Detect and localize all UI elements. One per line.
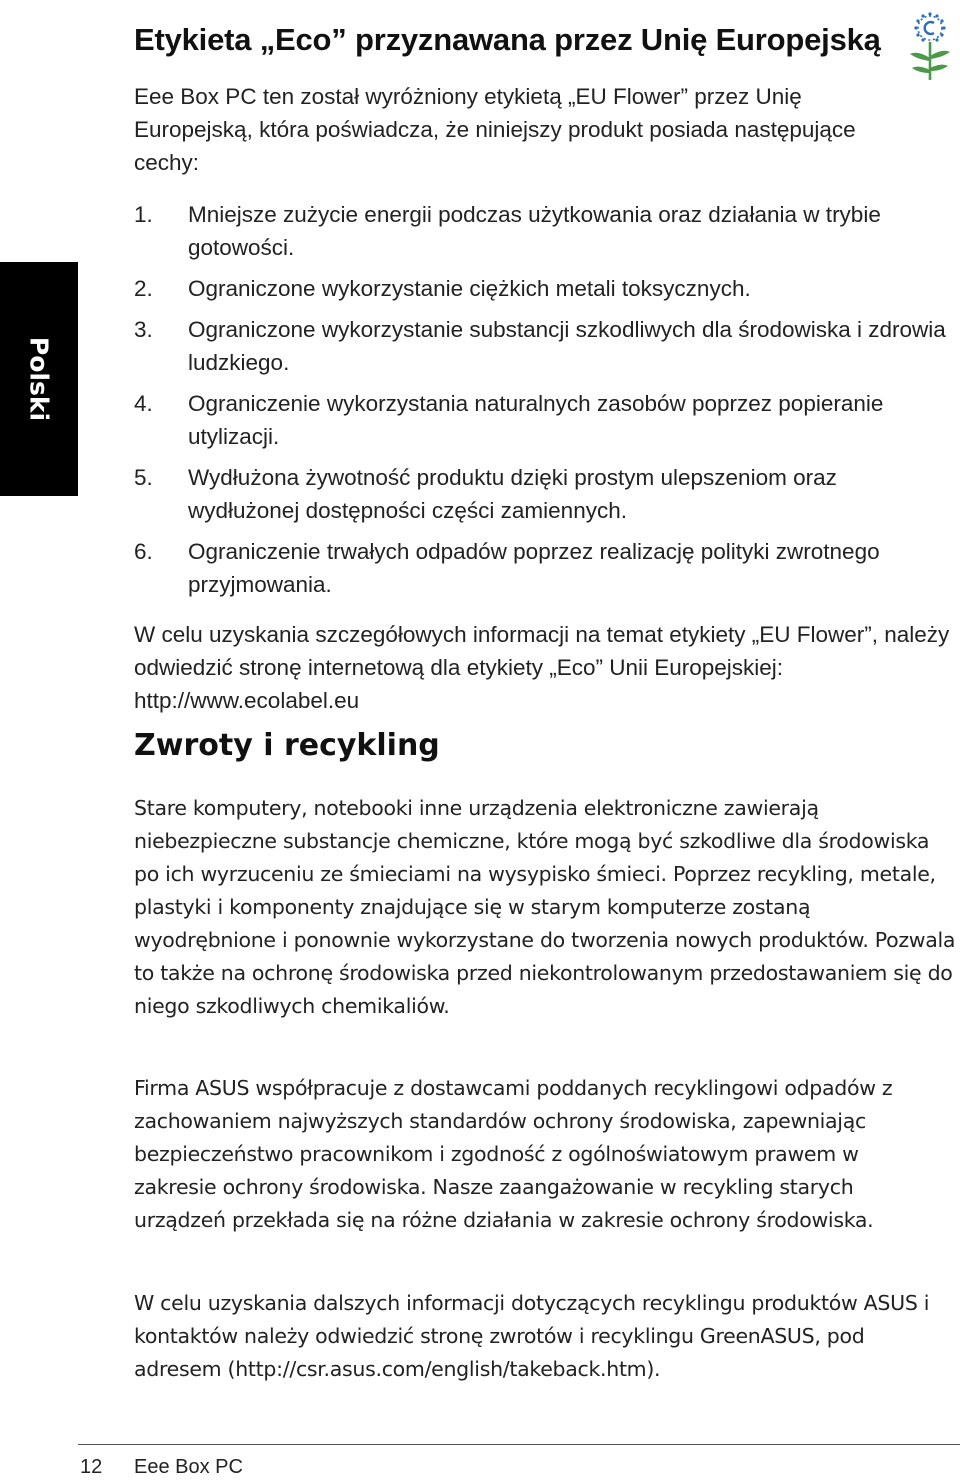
page-number: 12: [80, 1456, 103, 1478]
eco-intro-paragraph: Eee Box PC ten został wyróżniony etykietą „EU Flower” przez Unię Europejską, która poświadcza, że niniejszy produkt posiada następujące cechy:: [134, 84, 856, 175]
recycling-paragraph-2: Firma ASUS współpracuje z dostawcami poddanych recyklingowi odpadów z zachowaniem najwyższych standardów ochrony środowiska, zapewniając bezpieczeństwo pracownikom i zgodność z ogólnoświatowym prawem w zakresie ochrony środowiska. Nasze zaangażowanie w recykling starych urządzeń przekłada się na różne działania w zakresie ochrony środowiska.: [134, 1076, 893, 1232]
list-item-number: 3.: [134, 317, 153, 342]
language-tab: [0, 262, 78, 496]
list-item-number: 1.: [134, 202, 153, 227]
list-item-number: 6.: [134, 539, 153, 564]
list-item: [134, 198, 954, 264]
language-tab-label: Polski: [24, 336, 54, 422]
list-item: [134, 272, 954, 305]
page-footer: [0, 1444, 960, 1480]
list-item: [134, 461, 954, 527]
eco-label-heading: Etykieta „Eco” przyznawana przez Unię Europejską: [134, 22, 881, 57]
list-item-number: 5.: [134, 465, 153, 490]
recycling-paragraph-3: W celu uzyskania dalszych informacji dotyczących recyklingu produktów ASUS i kontaktów należy odwiedzić stronę zwrotów i recyklingu GreenASUS, pod adresem (http://csr.asus.com/english/takeback.htm).: [134, 1291, 930, 1381]
list-item-text: Ograniczenie trwałych odpadów poprzez realizację polityki zwrotnego przyjmowania.: [188, 539, 880, 597]
list-item: [134, 387, 954, 453]
recycling-heading: Zwroty i recykling: [134, 728, 440, 763]
eu-flower-icon: [906, 6, 954, 82]
eco-criteria-list: [134, 198, 954, 609]
list-item-text: Ograniczone wykorzystanie substancji szkodliwych dla środowiska i zdrowia ludzkiego.: [188, 317, 946, 375]
list-item-text: Wydłużona żywotność produktu dzięki prostym ulepszeniom oraz wydłużonej dostępności części zamiennych.: [188, 465, 837, 523]
list-item-text: Ograniczenie wykorzystania naturalnych zasobów poprzez popieranie utylizacji.: [188, 391, 884, 449]
list-item-number: 4.: [134, 391, 153, 416]
footer-divider: [78, 1444, 960, 1445]
footer-product-name: Eee Box PC: [134, 1456, 243, 1478]
list-item-text: Mniejsze zużycie energii podczas użytkowania oraz działania w trybie gotowości.: [188, 202, 881, 260]
eco-info-paragraph: W celu uzyskania szczegółowych informacji na temat etykiety „EU Flower”, należy odwiedzić stronę internetową dla etykiety „Eco” Unii Europejskiej: http://www.ecolabel.eu: [134, 622, 950, 713]
list-item-text: Ograniczone wykorzystanie ciężkich metali toksycznych.: [188, 276, 751, 301]
list-item: [134, 313, 954, 379]
list-item: [134, 535, 954, 601]
list-item-number: 2.: [134, 276, 153, 301]
recycling-paragraph-1: Stare komputery, notebooki inne urządzenia elektroniczne zawierają niebezpieczne substancje chemiczne, które mogą być szkodliwe dla środowiska po ich wyrzuceniu ze śmieciami na wysypisko śmieci. Poprzez recykling, metale, plastyki i komponenty znajdujące się w starym komputerze zostaną wyodrębnione i ponownie wykorzystane do tworzenia nowych produktów. Pozwala to także na ochronę środowiska przed niekontrolowanym przedostawaniem się do niego szkodliwych chemikaliów.: [134, 796, 956, 1018]
